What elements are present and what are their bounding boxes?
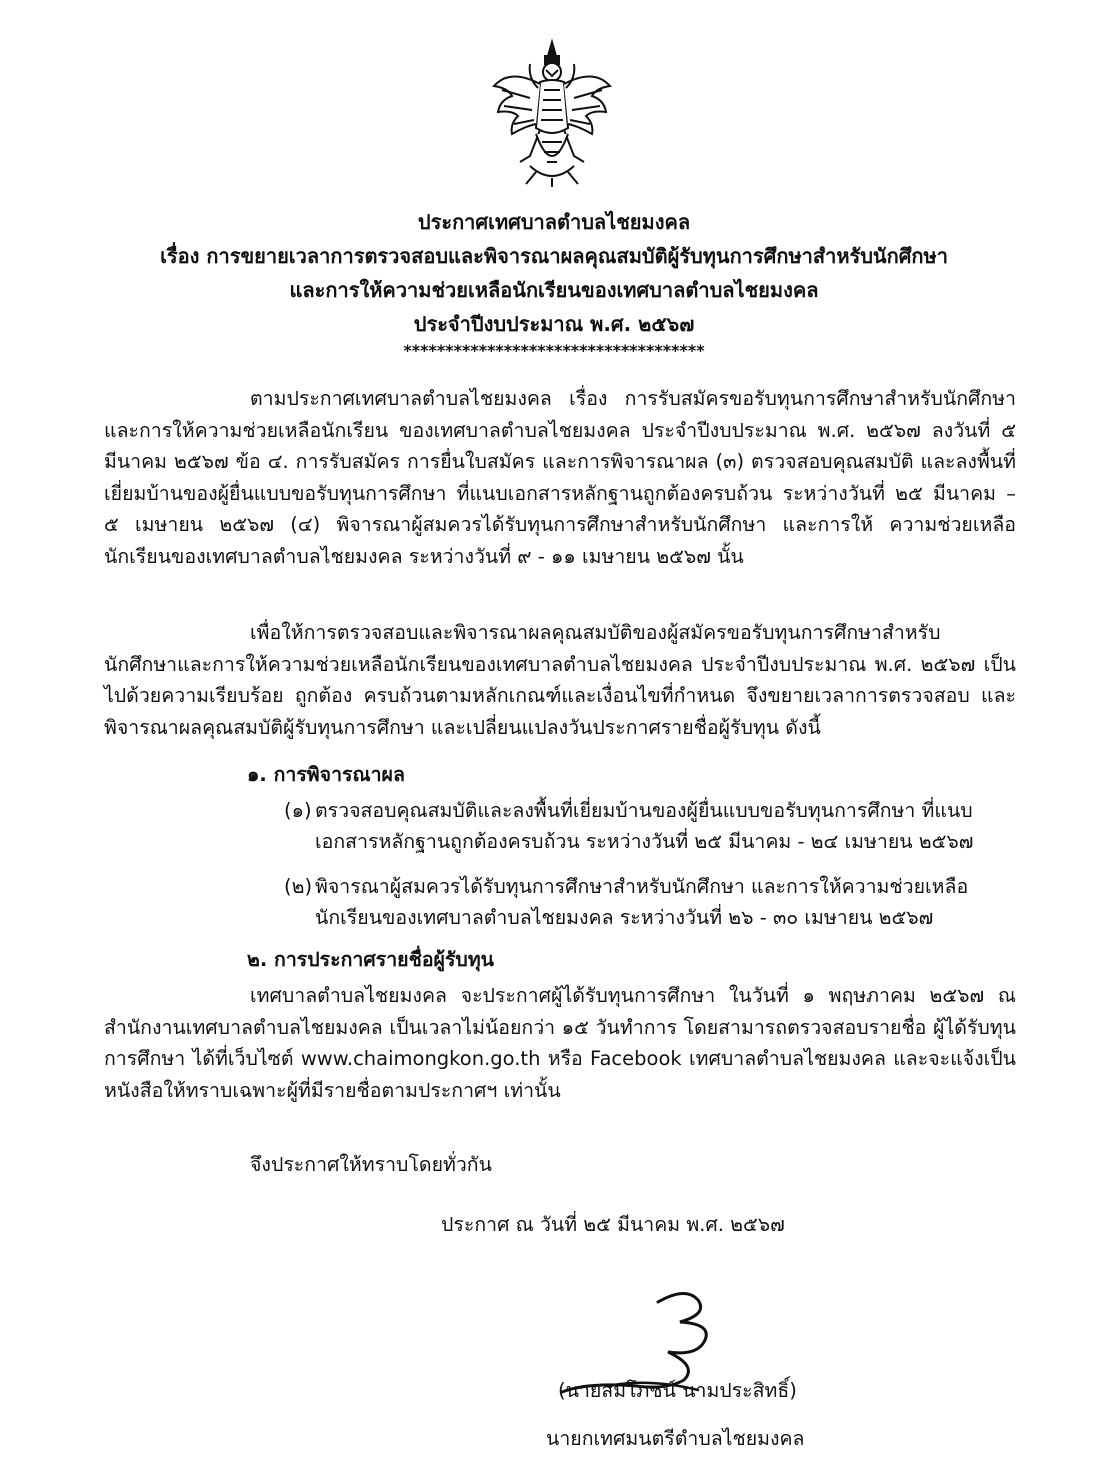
item-2-text: พิจารณาผู้สมควรได้รับทุนการศึกษาสำหรับนักศึกษา และการให้ความช่วยเหลือ นักเรียนของเทศบาลตำบลไชยมงคล ระหว่างวันที่ ๒๖ - ๓๐ เมษายน ๒๕๖๗ xyxy=(315,875,969,929)
garuda-emblem-icon xyxy=(490,38,614,188)
item-1-number: (๑) xyxy=(284,799,312,822)
body-paragraph-2 xyxy=(104,617,1016,743)
body-paragraph-1 xyxy=(104,383,1016,572)
subject-line-continued: และการให้ความช่วยเหลือนักเรียนของเทศบาลตำบลไชยมงคล xyxy=(289,278,819,302)
paragraph-2-text: เพื่อให้การตรวจสอบและพิจารณาผลคุณสมบัติของผู้สมัครขอรับทุนการศึกษาสำหรับ นักศึกษาและการให้ความช่วยเหลือนักเรียนของเทศบาลตำบลไชยมงคล ประจำปีงบประมาณ พ.ศ. ๒๕๖๗ เป็นไปด้วยความเรียบร้อย ถูกต้อง ครบถ้วนตามหลักเกณฑ์และเงื่อนไขที่กำหนด จึงขยายเวลาการตรวจสอบ และพิจารณาผลคุณสมบัติผู้รับทุนการศึกษา และเปลี่ยนแปลงวันประกาศรายชื่อผู้รับทุน ดังนี้ xyxy=(104,621,1016,739)
signatory-position: นายกเทศมนตรีตำบลไชยมงคล xyxy=(546,1427,805,1450)
list-item xyxy=(284,795,1014,857)
header-separator: ************************************ xyxy=(403,341,705,360)
announcement-title: ประกาศเทศบาลตำบลไชยมงคล xyxy=(417,210,691,234)
date-line: ประกาศ ณ วันที่ ๒๕ มีนาคม พ.ศ. ๒๕๖๗ xyxy=(441,1213,785,1236)
section-2-heading: ๒. การประกาศรายชื่อผู้รับทุน xyxy=(247,948,494,971)
section-1-heading: ๑. การพิจารณาผล xyxy=(247,763,405,786)
closing-line: จึงประกาศให้ทราบโดยทั่วกัน xyxy=(250,1153,492,1176)
item-1-text: ตรวจสอบคุณสมบัติและลงพื้นที่เยี่ยมบ้านของผู้ยื่นแบบขอรับทุนการศึกษา ที่แนบ เอกสารหลักฐานถูกต้องครบถ้วน ระหว่างวันที่ ๒๕ มีนาคม - ๒๔ เมษายน ๒๕๖๗ xyxy=(315,799,974,853)
fiscal-year-line: ประจำปีงบประมาณ พ.ศ. ๒๕๖๗ xyxy=(413,312,695,336)
subject-line: เรื่อง การขยายเวลาการตรวจสอบและพิจารณาผลคุณสมบัติผู้รับทุนการศึกษาสำหรับนักศึกษา xyxy=(160,244,948,268)
body-paragraph-3 xyxy=(104,980,1016,1106)
document-header xyxy=(0,205,1108,361)
signatory-name: (นายสมโภชน์ นามประสิทธิ์) xyxy=(558,1379,797,1402)
item-2-number: (๒) xyxy=(284,875,313,898)
paragraph-3-text: เทศบาลตำบลไชยมงคล จะประกาศผู้ได้รับทุนการศึกษา ในวันที่ ๑ พฤษภาคม ๒๕๖๗ ณ สำนักงานเทศบาลตำบลไชยมงคล เป็นเวลาไม่น้อยกว่า ๑๕ วันทำการ โดยสามารถตรวจสอบรายชื่อ ผู้ได้รับทุนการศึกษา ได้ที่เว็บไซต์ www.chaimongkon.go.th หรือ Facebook เทศบาลตำบลไชยมงคล และจะแจ้งเป็นหนังสือให้ทราบเฉพาะผู้ที่มีรายชื่อตามประกาศฯ เท่านั้น xyxy=(104,984,1016,1102)
list-item xyxy=(284,871,1014,933)
paragraph-1-text: ตามประกาศเทศบาลตำบลไชยมงคล เรื่อง การรับสมัครขอรับทุนการศึกษาสำหรับนักศึกษา และการให้ความช่วยเหลือนักเรียน ของเทศบาลตำบลไชยมงคล ประจำปีงบประมาณ พ.ศ. ๒๕๖๗ ลงวันที่ ๕ มีนาคม ๒๕๖๗ ข้อ ๔. การรับสมัคร การยื่นใบสมัคร และการพิจารณาผล (๓) ตรวจสอบคุณสมบัติ และลงพื้นที่เยี่ยมบ้านของผู้ยื่นแบบขอรับทุนการศึกษา ที่แนบเอกสารหลักฐานถูกต้องครบถ้วน ระหว่างวันที่ ๒๕ มีนาคม – ๕ เมษายน ๒๕๖๗ (๔) พิจารณาผู้สมควรได้รับทุนการศึกษาสำหรับนักศึกษา และการให้ ความช่วยเหลือนักเรียนของเทศบาลตำบลไชยมงคล ระหว่างวันที่ ๙ - ๑๑ เมษายน ๒๕๖๗ นั้น xyxy=(104,387,1016,568)
